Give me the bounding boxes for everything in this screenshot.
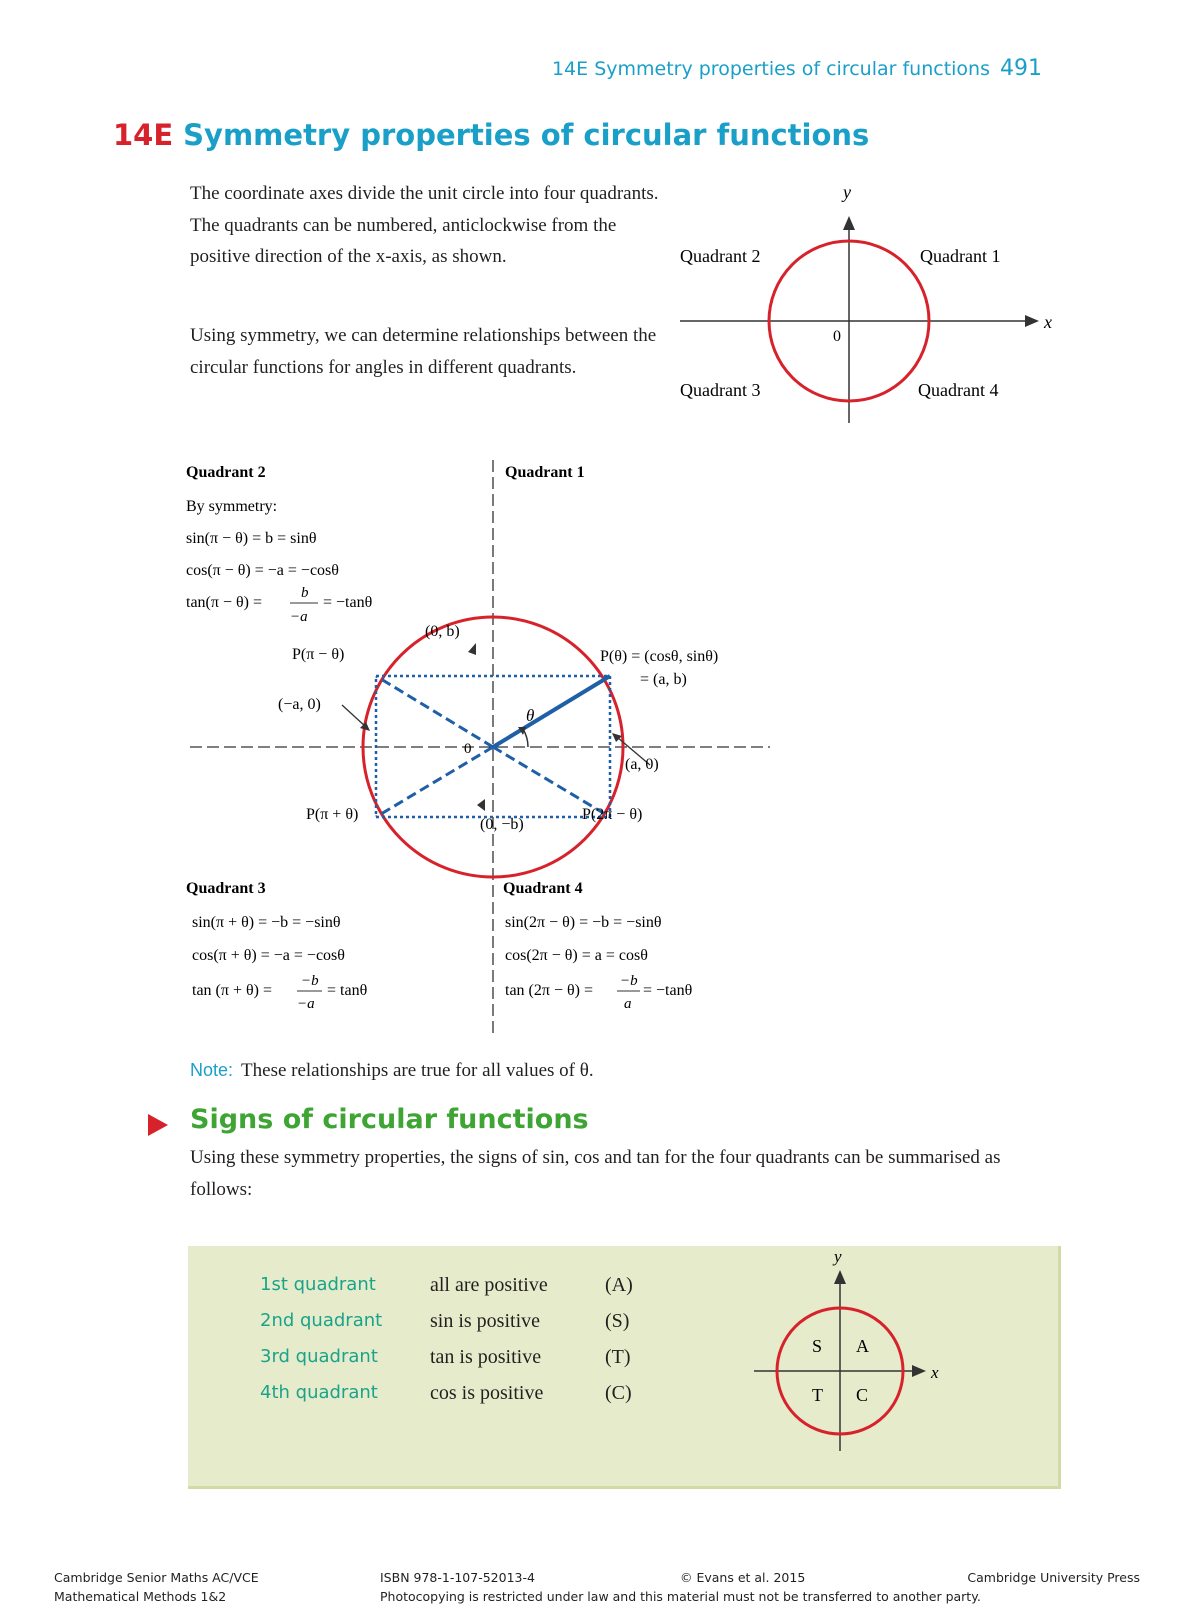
section-heading: Symmetry properties of circular functions [183, 118, 870, 152]
cast-y-arrow-icon [834, 1270, 846, 1284]
q2-tan-num: b [301, 585, 309, 601]
note-text: These relationships are true for all values of θ. [241, 1060, 594, 1081]
x-label: x [1044, 312, 1052, 332]
intro-text-2: Using symmetry, we can determine relationships between the circular functions for angles in different quadrants. [190, 325, 657, 378]
page-number: 491 [1000, 56, 1042, 81]
point-a0-label: (a, 0) [625, 756, 659, 773]
q4-sin: sin(2π − θ) = −b = −sinθ [505, 914, 662, 931]
origin-label: 0 [464, 741, 472, 757]
q2-tan-den: −a [290, 609, 308, 625]
footer-isbn: ISBN 978-1-107-52013-4 [380, 1570, 535, 1585]
quadrant-1-label: Quadrant 1 [920, 246, 1001, 266]
q4-tan-rhs: = −tanθ [643, 982, 693, 999]
cast-diagram [748, 1246, 958, 1476]
sign-description: cos is positive [430, 1382, 544, 1404]
footer-publisher: Cambridge University Press [967, 1570, 1140, 1585]
point-0mb-label: (0, −b) [480, 816, 524, 833]
section-title [113, 118, 869, 152]
quadrant-name: 1st quadrant [260, 1274, 376, 1295]
cast-y-label: y [834, 1247, 842, 1266]
quadrant-diagram [680, 178, 1070, 433]
sign-description: sin is positive [430, 1310, 541, 1332]
q2-cos: cos(π − θ) = −a = −cosθ [186, 562, 339, 579]
pointer-0mb-arrow-icon [477, 799, 485, 811]
q4-tan-num: −b [620, 973, 638, 989]
sign-description: tan is positive [430, 1346, 542, 1368]
p-pi-minus-label: P(π − θ) [292, 646, 345, 663]
intro-paragraph-2 [190, 320, 660, 383]
y-axis-arrow-icon [843, 216, 855, 230]
x-axis-arrow-icon [1025, 315, 1039, 327]
section-number: 14E [113, 118, 174, 152]
p-theta-ab-label: = (a, b) [640, 671, 687, 688]
quadrant-2-label: Quadrant 2 [680, 246, 761, 266]
q2-tan-lhs: tan(π − θ) = [186, 594, 262, 611]
q4-tan-lhs: tan (2π − θ) = [505, 982, 593, 999]
point-0b-label: (0, b) [425, 623, 460, 640]
footer-book-title: Cambridge Senior Maths AC/VCE [54, 1570, 259, 1585]
q3-tan-rhs: = tanθ [327, 982, 368, 999]
symmetry-diagram [180, 455, 780, 1035]
radius-pi-plus [376, 747, 493, 817]
q3-cos: cos(π + θ) = −a = −cosθ [192, 947, 345, 964]
q1-heading: Quadrant 1 [505, 464, 585, 481]
subsection-heading: Signs of circular functions [190, 1104, 589, 1135]
cast-x-label: x [931, 1363, 939, 1382]
subsection-arrow-icon [148, 1114, 168, 1136]
origin-label: 0 [833, 328, 841, 345]
sign-letter: (S) [605, 1310, 630, 1332]
q2-tan-rhs: = −tanθ [323, 594, 373, 611]
running-head [552, 56, 1042, 81]
footer-book-subtitle: Mathematical Methods 1&2 [54, 1589, 227, 1604]
signs-intro-text: Using these symmetry properties, the signs of sin, cos and tan for the four quadrants can be summarised as follows: [190, 1147, 1001, 1200]
quadrant-name: 2nd quadrant [260, 1310, 383, 1331]
q3-tan-den: −a [297, 996, 315, 1012]
intro-text-1: The coordinate axes divide the unit circle into four quadrants. The quadrants can be numbered, anticlockwise from the positive direction of the x-axis, as shown. [190, 183, 659, 267]
y-label: y [843, 182, 851, 202]
running-head-title: 14E Symmetry properties of circular functions [551, 58, 990, 80]
quadrant-name: 4th quadrant [260, 1382, 378, 1403]
pointer-ma0 [342, 705, 366, 727]
sign-description: all are positive [430, 1274, 548, 1296]
radius-pi-minus [376, 676, 493, 747]
theta-label: θ [526, 706, 535, 725]
sign-letter: (T) [605, 1346, 631, 1368]
q3-heading: Quadrant 3 [186, 880, 266, 897]
quadrant-3-label: Quadrant 3 [680, 380, 761, 400]
signs-intro [190, 1142, 1050, 1205]
point-ma0-label: (−a, 0) [278, 696, 321, 713]
cast-x-arrow-icon [912, 1365, 926, 1377]
footer-copyright: © Evans et al. 2015 [680, 1570, 806, 1585]
sign-letter: (A) [605, 1274, 633, 1296]
note-label: Note: [190, 1060, 234, 1080]
signs-summary-box [188, 1246, 1061, 1489]
q3-tan-num: −b [301, 973, 319, 989]
intro-paragraph-1 [190, 178, 660, 273]
p-2pi-minus-label: P(2π − θ) [582, 806, 643, 823]
q3-tan-lhs: tan (π + θ) = [192, 982, 272, 999]
by-symmetry: By symmetry: [186, 498, 278, 515]
q4-tan-den: a [624, 996, 632, 1012]
quadrant-name: 3rd quadrant [260, 1346, 378, 1367]
cast-a: A [856, 1336, 869, 1356]
quadrant-4-label: Quadrant 4 [918, 380, 999, 400]
footer-notice: Photocopying is restricted under law and this material must not be transferred to another party. [380, 1589, 981, 1604]
sign-letter: (C) [605, 1382, 632, 1404]
pointer-0b-arrow-icon [468, 643, 476, 655]
cast-c: C [856, 1385, 869, 1405]
q4-cos: cos(2π − θ) = a = cosθ [505, 947, 648, 964]
p-theta-label: P(θ) = (cosθ, sinθ) [600, 648, 719, 665]
q3-sin: sin(π + θ) = −b = −sinθ [192, 914, 341, 931]
q4-heading: Quadrant 4 [503, 880, 583, 897]
cast-s: S [812, 1336, 823, 1356]
radius-p-theta [493, 676, 610, 747]
q2-sin: sin(π − θ) = b = sinθ [186, 530, 317, 547]
q2-heading: Quadrant 2 [186, 464, 266, 481]
p-pi-plus-label: P(π + θ) [306, 806, 359, 823]
note [190, 1060, 594, 1082]
cast-t: T [812, 1385, 823, 1405]
